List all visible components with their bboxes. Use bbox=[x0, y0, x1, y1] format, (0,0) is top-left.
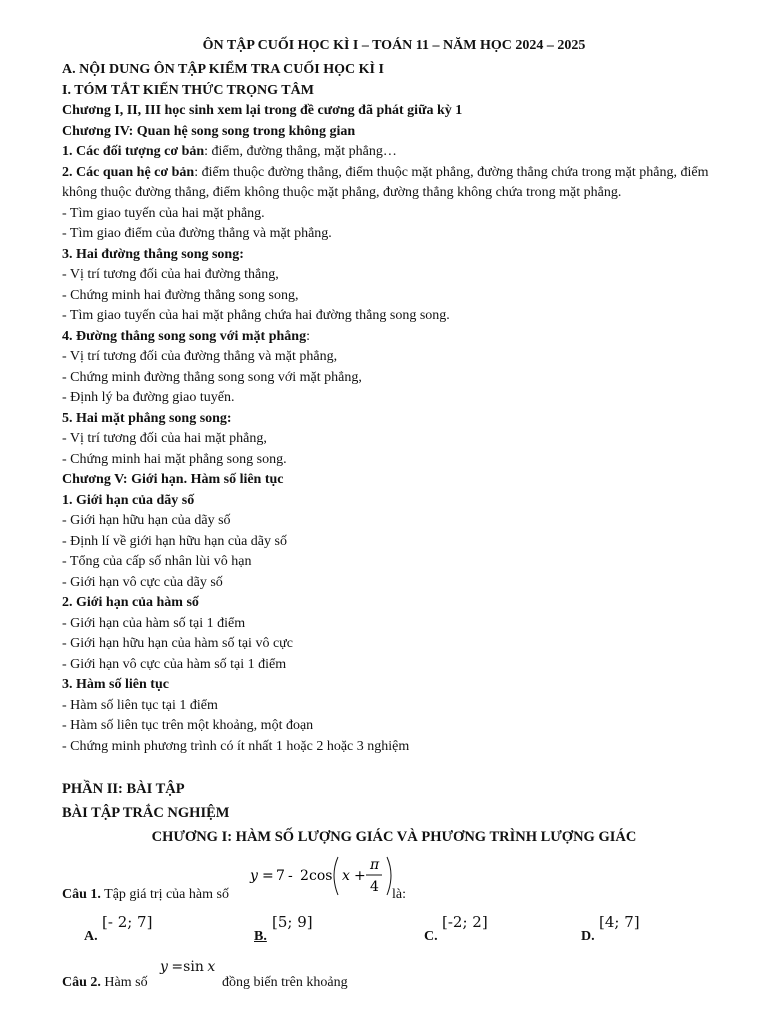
section-1-heading: I. TÓM TẮT KIẾN THỨC TRỌNG TÂM bbox=[62, 82, 314, 98]
q1-prompt: Câu 1. Tập giá trị của hàm số bbox=[62, 887, 229, 902]
ch5-section-1-bullet: - Giới hạn vô cực của dãy số bbox=[62, 574, 223, 590]
ch4-item-3: 3. Hai đường thẳng song song: bbox=[62, 246, 244, 262]
ch4-item-4-bullet: - Định lý ba đường giao tuyến. bbox=[62, 390, 235, 405]
q2-prompt: Câu 2. Hàm số bbox=[62, 975, 148, 990]
left-paren-shape bbox=[334, 857, 338, 895]
choice-b-label: B. bbox=[254, 929, 267, 944]
ch4-item-5-bullet: - Chứng minh hai mặt phẳng song song. bbox=[62, 451, 287, 467]
ch5-section-2-bullet: - Giới hạn vô cực của hàm số tại 1 điểm bbox=[62, 656, 287, 672]
ch4-item-2: 2. Các quan hệ cơ bản: điểm thuộc đường thẳng, điểm thuộc mặt phẳng, đường thẳng chứa trong mặt phẳng, điểm không thuộc đường thẳng, điểm không thuộc mặt phẳng, đường thẳng không chứa trong mặt phẳng. bbox=[62, 164, 709, 200]
choice-c-label: C. bbox=[424, 929, 438, 944]
ch5-section-1-bullet: - Tổng của cấp số nhân lùi vô hạn bbox=[62, 554, 252, 569]
ch5-section-2-title: 2. Giới hạn của hàm số bbox=[62, 595, 199, 610]
choice-d-label: D. bbox=[581, 929, 595, 944]
chapter-5-title: Chương V: Giới hạn. Hàm số liên tục bbox=[62, 472, 284, 487]
formula-cos: cos bbox=[309, 868, 333, 884]
chapter-4-title: Chương IV: Quan hệ song song trong không gian bbox=[62, 123, 356, 139]
ch5-section-1-bullet: - Định lí về giới hạn hữu hạn của dãy số bbox=[62, 533, 287, 549]
formula-plus: + bbox=[354, 868, 366, 884]
formula-y: y bbox=[250, 868, 258, 884]
ch4-item-2-bullet: - Tìm giao điểm của đường thẳng và mặt phẳng. bbox=[62, 226, 332, 241]
choice-a-label: A. bbox=[84, 929, 98, 944]
ch4-item-4: 4. Đường thẳng song song với mặt phẳng: bbox=[62, 328, 310, 344]
ch5-section-1-title: 1. Giới hạn của dãy số bbox=[62, 492, 195, 508]
question-2 bbox=[62, 959, 726, 999]
right-paren-shape bbox=[387, 857, 391, 895]
question-1 bbox=[62, 851, 726, 909]
chapters-123-note: Chương I, II, III học sinh xem lại trong đề cương đã phát giữa kỳ 1 bbox=[62, 103, 463, 118]
ch4-item-3-bullet: - Chứng minh hai đường thẳng song song, bbox=[62, 287, 299, 303]
ch4-item-3-bullet: - Tìm giao tuyến của hai mặt phẳng chứa hai đường thẳng song song. bbox=[62, 308, 450, 323]
formula-x: x bbox=[342, 868, 350, 884]
formula-minus: - bbox=[288, 868, 293, 884]
choice-c-value: [-2; 2] bbox=[442, 913, 488, 931]
ch5-section-1-bullet: - Giới hạn hữu hạn của dãy số bbox=[62, 513, 231, 528]
q2-formula: y =sin x bbox=[160, 959, 216, 975]
exercises-subheading: BÀI TẬP TRẮC NGHIỆM bbox=[62, 805, 230, 821]
formula-four: 4 bbox=[370, 879, 379, 895]
formula-pi: π bbox=[370, 857, 380, 873]
page-title: ÔN TẬP CUỐI HỌC KÌ I – TOÁN 11 – NĂM HỌC 2024 – 2025 bbox=[202, 38, 586, 53]
formula-eq: = bbox=[262, 868, 274, 884]
document-page bbox=[62, 36, 726, 999]
q2-prompt-end: đồng biến trên khoảng bbox=[222, 975, 348, 990]
ch4-item-5: 5. Hai mặt phẳng song song: bbox=[62, 410, 232, 426]
choice-d-value: [4; 7] bbox=[599, 913, 640, 931]
ch4-item-2-bullet: - Tìm giao tuyến của hai mặt phẳng. bbox=[62, 205, 265, 221]
ch5-section-3-title: 3. Hàm số liên tục bbox=[62, 677, 169, 692]
q1-prompt-end: là: bbox=[392, 887, 406, 902]
ch5-section-3-bullet: - Chứng minh phương trình có ít nhất 1 hoặc 2 hoặc 3 nghiệm bbox=[62, 738, 410, 754]
formula-const: 7 bbox=[276, 868, 285, 884]
ch5-section-3-bullet: - Hàm số liên tục trên một khoảng, một đoạn bbox=[62, 718, 314, 733]
ch5-section-3-bullet: - Hàm số liên tục tại 1 điểm bbox=[62, 697, 218, 713]
chapter-1-exercises-title: CHƯƠNG I: HÀM SỐ LƯỢNG GIÁC VÀ PHƯƠNG TRÌNH LƯỢNG GIÁC bbox=[151, 829, 637, 845]
part-a-heading: A. NỘI DUNG ÔN TẬP KIỂM TRA CUỐI HỌC KÌ I bbox=[62, 62, 384, 77]
ch4-item-3-bullet: - Vị trí tương đối của hai đường thẳng, bbox=[62, 267, 279, 282]
choice-a-value: [- 2; 7] bbox=[102, 913, 153, 931]
ch5-section-2-bullet: - Giới hạn của hàm số tại 1 điểm bbox=[62, 615, 246, 631]
choice-b-value: [5; 9] bbox=[272, 913, 313, 931]
part-b-heading: PHẦN II: BÀI TẬP bbox=[62, 781, 185, 797]
ch4-item-5-bullet: - Vị trí tương đối của hai mặt phẳng, bbox=[62, 431, 267, 446]
q1-choices bbox=[62, 909, 726, 959]
ch4-item-4-bullet: - Vị trí tương đối của đường thẳng và mặt phẳng, bbox=[62, 349, 338, 364]
ch5-section-2-bullet: - Giới hạn hữu hạn của hàm số tại vô cực bbox=[62, 636, 293, 651]
ch4-item-4-bullet: - Chứng minh đường thẳng song song với mặt phẳng, bbox=[62, 369, 362, 385]
formula-coef: 2 bbox=[300, 868, 309, 884]
ch4-item-1: 1. Các đối tượng cơ bản: điểm, đường thẳng, mặt phẳng… bbox=[62, 144, 397, 159]
spacer bbox=[62, 757, 726, 777]
